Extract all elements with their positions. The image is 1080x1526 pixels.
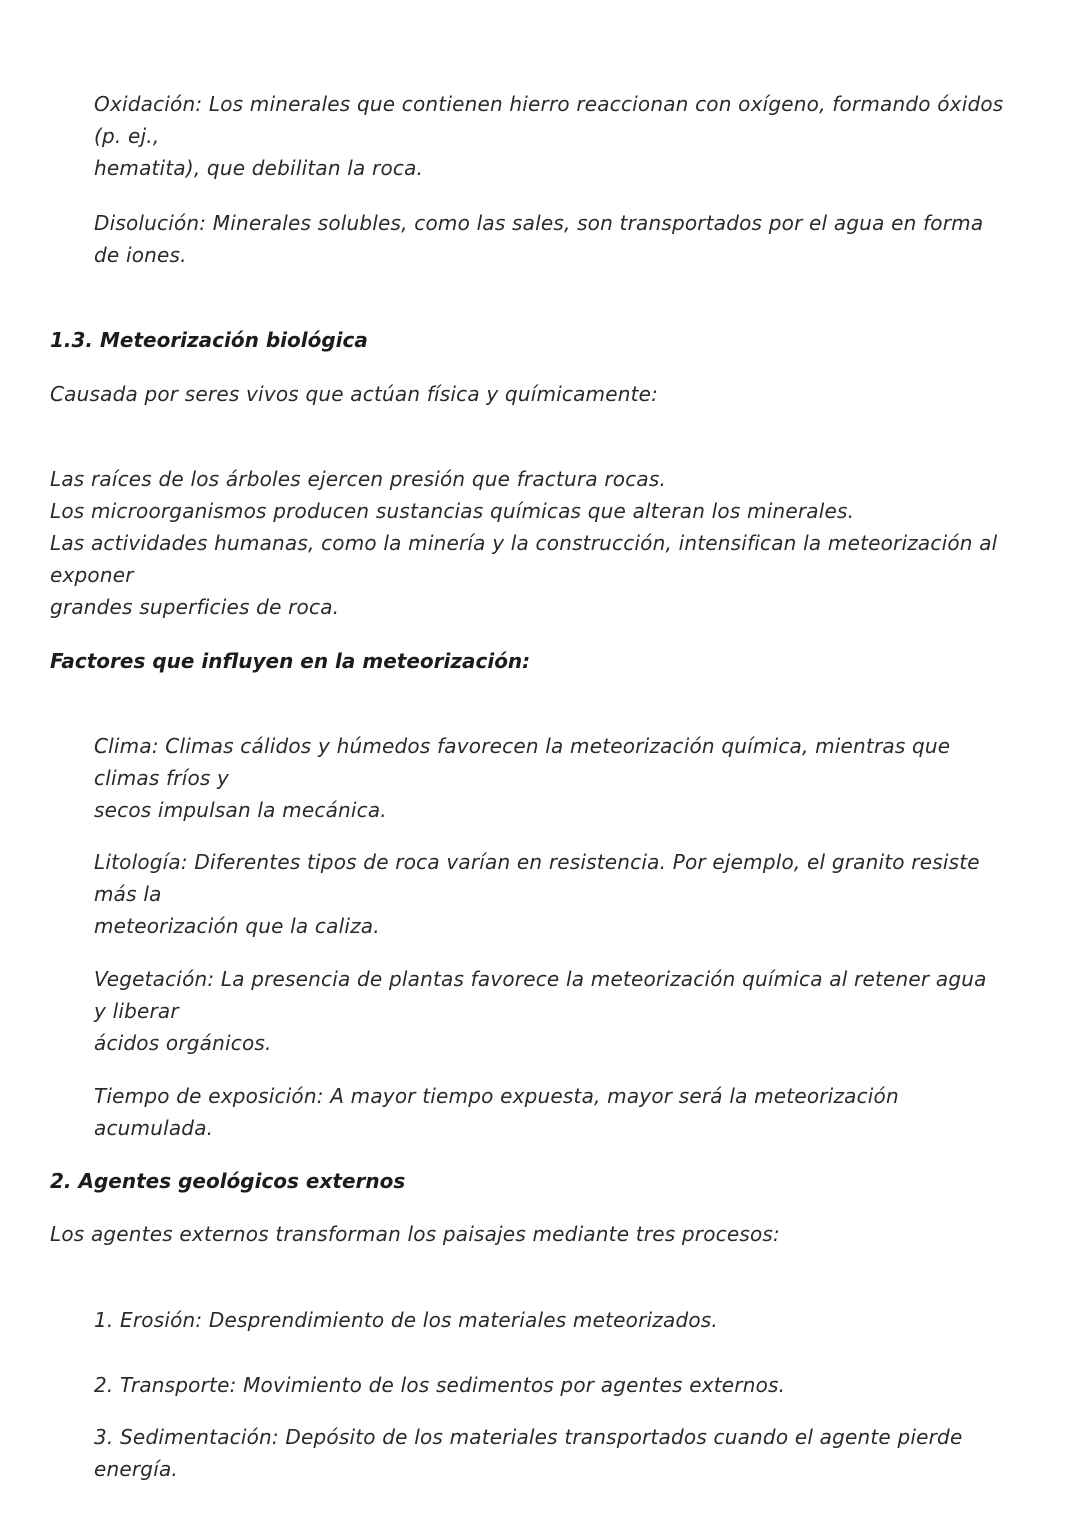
biological-line: grandes superficies de roca.: [50, 595, 340, 619]
process-item-erosion: 1. Erosión: Desprendimiento de los materiales meteorizados.: [94, 1308, 718, 1332]
climate-line-2: secos impulsan la mecánica.: [94, 798, 387, 822]
climate-line-1: Clima: Climas cálidos y húmedos favorecen la meteorización química, mientras que climas fríos y: [94, 734, 951, 790]
lithology-paragraph: [94, 846, 1004, 942]
section-2-intro: Los agentes externos transforman los paisajes mediante tres procesos:: [50, 1222, 780, 1246]
factors-heading: Factores que influyen en la meteorización:: [50, 649, 531, 673]
biological-line: Los microorganismos producen sustancias químicas que alteran los minerales.: [50, 499, 855, 523]
vegetation-paragraph: [94, 963, 1004, 1059]
process-item-sedimentation: 3. Sedimentación: Depósito de los materiales transportados cuando el agente pierde energía.: [94, 1425, 963, 1481]
section-1-3-heading: 1.3. Meteorización biológica: [50, 328, 368, 352]
biological-list: [50, 463, 1000, 623]
exposure-paragraph: Tiempo de exposición: A mayor tiempo expuesta, mayor será la meteorización acumulada.: [94, 1084, 899, 1140]
oxidation-line-1: Oxidación: Los minerales que contienen hierro reaccionan con oxígeno, formando óxidos (p. ej.,: [94, 92, 1004, 148]
climate-paragraph: [94, 730, 1004, 826]
vegetation-line-2: ácidos orgánicos.: [94, 1031, 272, 1055]
section-1-3-intro: Causada por seres vivos que actúan física y químicamente:: [50, 382, 659, 406]
lithology-line-2: meteorización que la caliza.: [94, 914, 380, 938]
lithology-line-1: Litología: Diferentes tipos de roca varían en resistencia. Por ejemplo, el granito resiste más la: [94, 850, 980, 906]
oxidation-line-2: hematita), que debilitan la roca.: [94, 156, 424, 180]
biological-line: Las raíces de los árboles ejercen presión que fractura rocas.: [50, 467, 667, 491]
section-2-heading: 2. Agentes geológicos externos: [50, 1169, 406, 1193]
dissolution-paragraph: Disolución: Minerales solubles, como las sales, son transportados por el agua en forma de iones.: [94, 211, 984, 267]
biological-line: Las actividades humanas, como la minería y la construcción, intensifican la meteorización al exponer: [50, 531, 998, 587]
process-item-transport: 2. Transporte: Movimiento de los sedimentos por agentes externos.: [94, 1373, 786, 1397]
oxidation-paragraph: [94, 88, 1004, 184]
vegetation-line-1: Vegetación: La presencia de plantas favorece la meteorización química al retener agua y liberar: [94, 967, 987, 1023]
